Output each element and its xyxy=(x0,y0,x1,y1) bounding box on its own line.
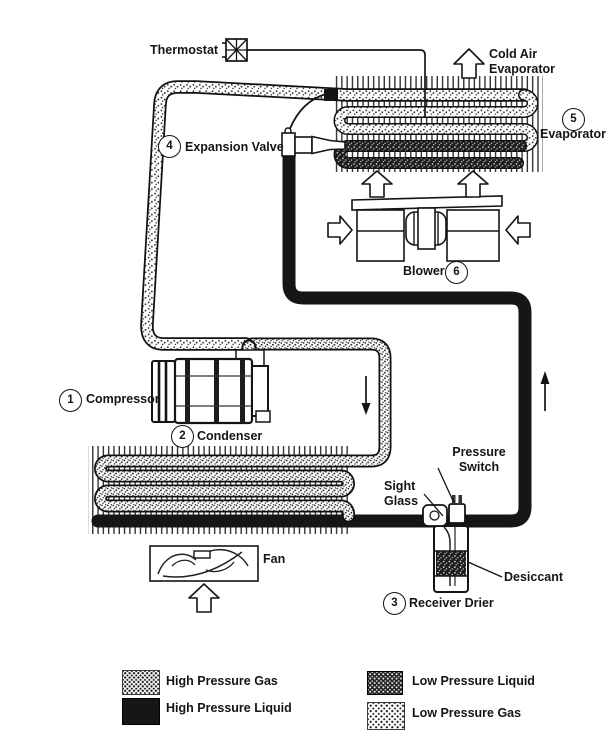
legend-swatch-low-pressure-gas xyxy=(367,702,405,730)
blower-intake-arrow-right-icon xyxy=(506,216,530,244)
receiver-drier-label: Receiver Drier xyxy=(409,596,494,610)
evaporator-label: Evaporator xyxy=(540,127,606,141)
fan-graphic xyxy=(150,546,258,581)
expansion-valve-number-badge: 4 xyxy=(158,135,181,158)
flow-up-arrow-icon xyxy=(541,371,550,411)
blower-intake-arrow-left-icon xyxy=(328,216,352,244)
thermostat-label: Thermostat xyxy=(150,43,219,57)
receiver-drier-number-badge: 3 xyxy=(383,592,406,615)
condenser-number-badge: 2 xyxy=(171,425,194,448)
cold-air-line2: Evaporator xyxy=(489,62,555,76)
condenser-label: Condenser xyxy=(197,429,263,443)
legend-swatch-high-pressure-liquid xyxy=(122,698,160,725)
sight-glass-line2: Glass xyxy=(384,494,419,508)
blower-up-arrow-right-icon xyxy=(458,171,488,197)
legend-swatch-low-pressure-liquid xyxy=(367,671,403,695)
pressure-switch-line2: Switch xyxy=(458,460,500,474)
compressor-label: Compressor xyxy=(86,392,160,406)
desiccant-band xyxy=(436,551,466,576)
blower-up-arrow-left-icon xyxy=(362,171,392,197)
fan-label: Fan xyxy=(263,552,286,566)
legend-label-high-pressure-liquid: High Pressure Liquid xyxy=(166,701,292,715)
sight-glass-line1: Sight xyxy=(384,479,416,493)
legend-label-low-pressure-gas: Low Pressure Gas xyxy=(412,706,522,720)
blower-number-badge: 6 xyxy=(445,261,468,284)
pressure-switch-label xyxy=(450,445,508,475)
legend-label-low-pressure-liquid: Low Pressure Liquid xyxy=(412,674,535,688)
legend-label-high-pressure-gas: High Pressure Gas xyxy=(166,674,278,688)
blower-graphic xyxy=(352,196,502,261)
receiver-drier-graphic xyxy=(423,495,468,592)
cold-air-label xyxy=(489,47,555,77)
compressor-number-badge: 1 xyxy=(59,389,82,412)
cold-air-arrow-icon xyxy=(454,49,484,78)
cold-air-line1: Cold Air xyxy=(489,47,538,61)
pressure-switch-graphic xyxy=(449,495,465,523)
evaporator-number-badge: 5 xyxy=(562,108,585,131)
expansion-valve-label: Expansion Valve xyxy=(185,140,284,154)
flow-down-arrow-icon xyxy=(362,376,371,415)
pressure-switch-line1: Pressure xyxy=(452,445,506,459)
fan-air-arrow-icon xyxy=(189,584,219,612)
txv-sensing-bulb xyxy=(324,89,338,101)
blower-label: Blower xyxy=(403,264,445,278)
sight-glass-label xyxy=(384,479,418,509)
desiccant-label: Desiccant xyxy=(504,570,564,584)
legend-swatch-high-pressure-gas xyxy=(122,670,160,695)
compressor-graphic xyxy=(152,350,270,423)
